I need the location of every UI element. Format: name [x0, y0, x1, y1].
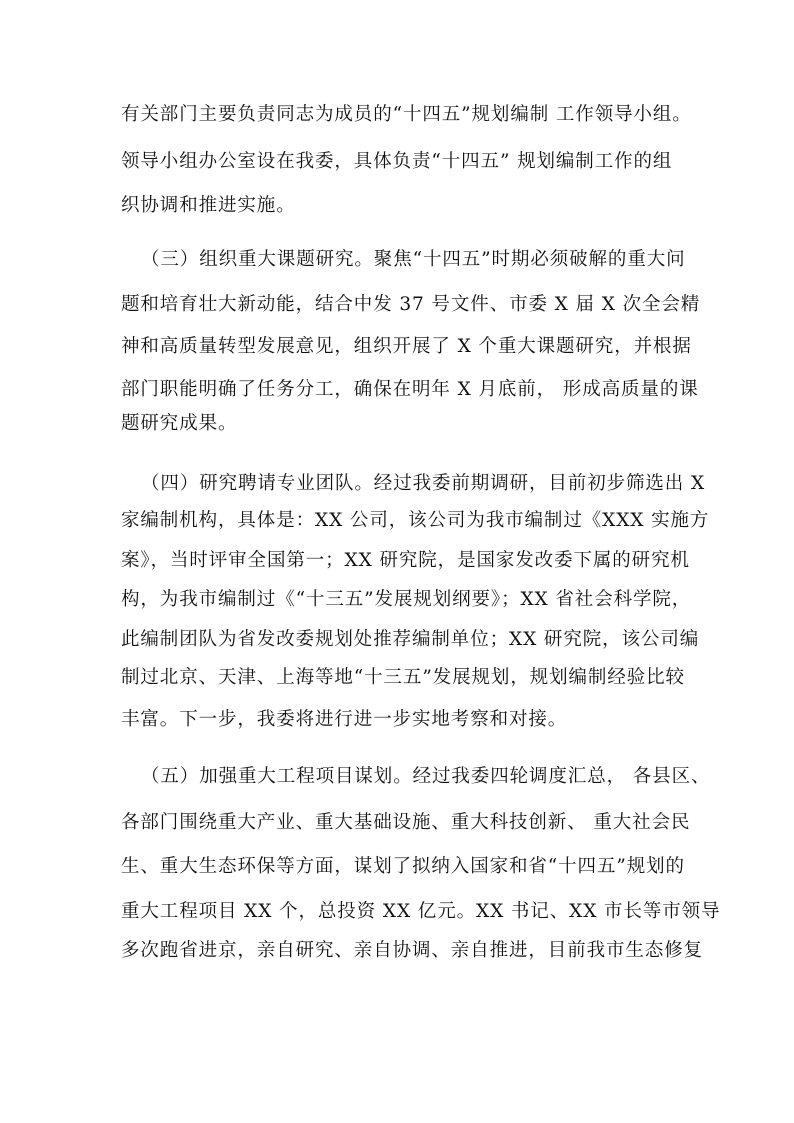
intro-line-2: 领导小组办公室设在我委，具体负责“十四五” 规划编制工作的组 — [121, 151, 673, 172]
section-four-line-3: 案》，当时评审全国第一；XX 研究院，是国家发改委下属的研究机 — [121, 550, 690, 571]
section-five-line-3: 生、重大生态环保等方面，谋划了拟纳入国家和省“十四五”规划的 — [121, 856, 685, 877]
section-five-line-1: （五）加强重大工程项目谋划。经过我委四轮调度汇总， 各县区、 — [141, 766, 711, 787]
section-four-line-5: 此编制团队为省发改委规划处推荐编制单位；XX 研究院，该公司编 — [121, 629, 700, 650]
section-five-line-4: 重大工程项目 XX 个，总投资 XX 亿元。XX 书记、XX 市长等市领导 — [121, 901, 721, 922]
section-four-line-6: 制过北京、天津、上海等地“十三五”发展规划，规划编制经验比较 — [121, 667, 685, 688]
section-three-line-4: 部门职能明确了任务分工，确保在明年 X 月底前， 形成高质量的课 — [121, 379, 699, 400]
section-three-line-2: 题和培育壮大新动能，结合中发 37 号文件、市委 X 届 X 次全会精 — [121, 294, 701, 315]
intro-line-3: 织协调和推进实施。 — [121, 195, 296, 216]
section-four-line-1: （四）研究聘请专业团队。经过我委前期调研，目前初步筛选出 X — [141, 473, 706, 494]
section-three-line-3: 神和高质量转型发展意见，组织开展了 X 个重大课题研究，并根据 — [121, 336, 692, 357]
section-four-line-4: 构，为我市编制过《“十三五”发展规划纲要》；XX 省社会科学院， — [121, 589, 692, 610]
intro-line-1: 有关部门主要负责同志为成员的“十四五”规划编制 工作领导小组。 — [121, 104, 692, 125]
section-three-line-1: （三）组织重大课题研究。聚焦“十四五”时期必须破解的重大问 — [141, 249, 686, 270]
section-three-line-5: 题研究成果。 — [121, 413, 238, 434]
section-four-line-7: 丰富。下一步，我委将进行进一步实地考察和对接。 — [121, 709, 568, 730]
section-four-line-2: 家编制机构，具体是：XX 公司，该公司为我市编制过《XXX 实施方 — [121, 510, 710, 531]
section-five-line-2: 各部门围绕重大产业、重大基础设施、重大科技创新、 重大社会民 — [121, 812, 691, 833]
section-five-line-5: 多次跑省进京，亲自研究、亲自协调、亲自推进，目前我市生态修复 — [121, 940, 704, 961]
